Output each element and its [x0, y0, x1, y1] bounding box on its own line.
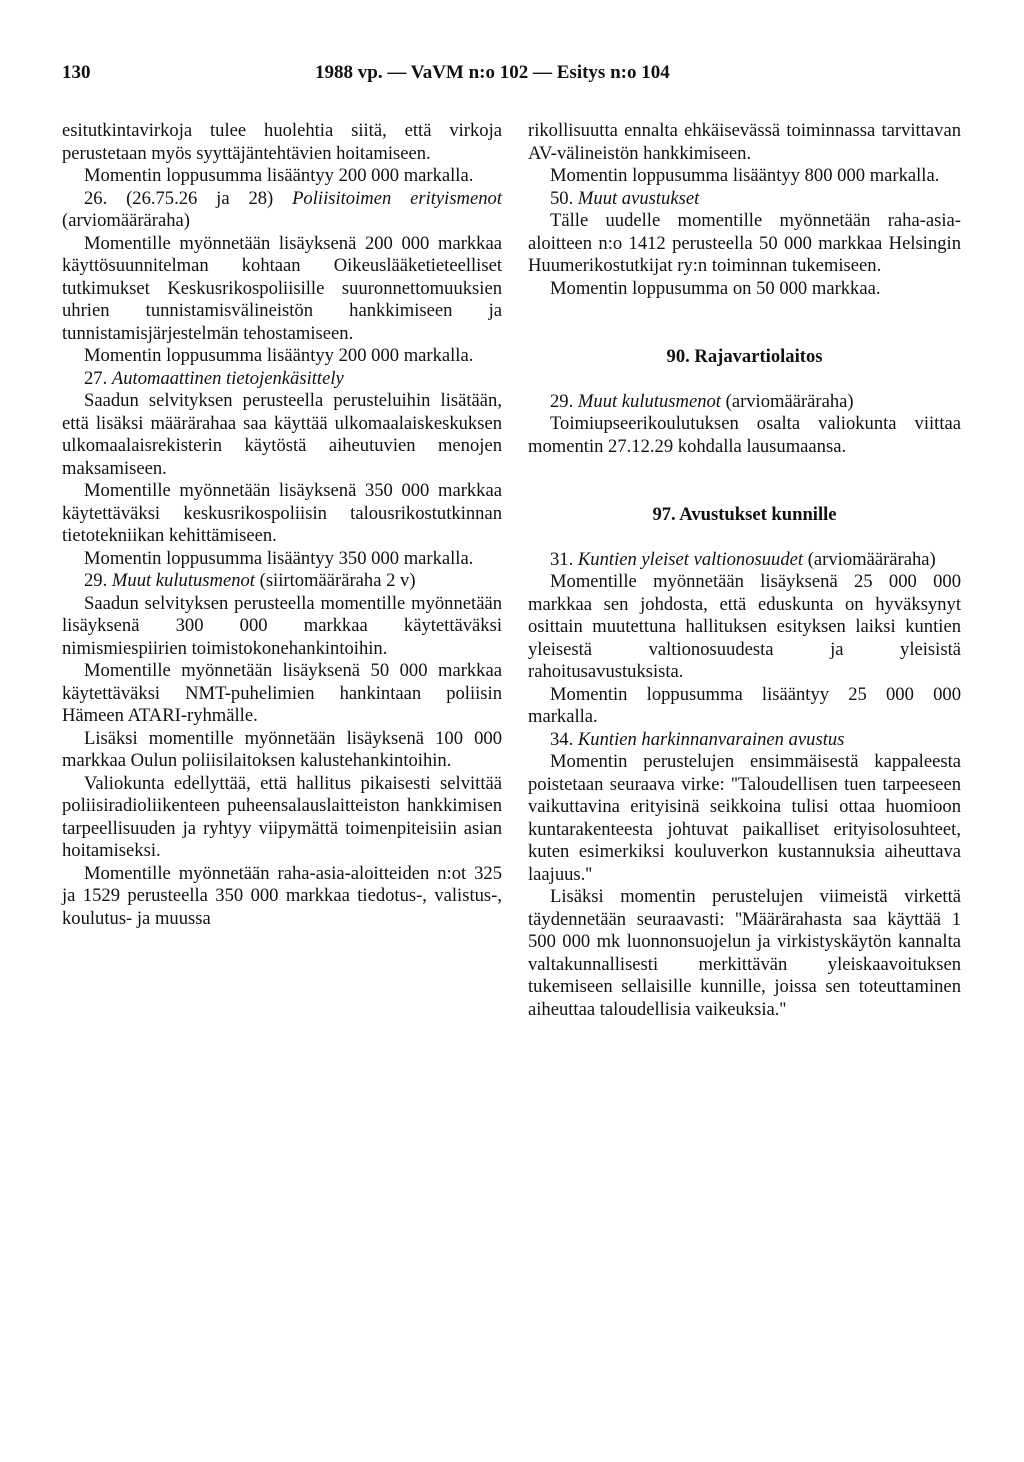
item-title: Automaattinen tietojenkäsittely: [111, 367, 344, 389]
paragraph: Momentille myönnetään lisäyksenä 350 000 markkaa käytettäväksi keskusrikospoliisin talousrikostutkinnan tietotekniikan kehittämiseen.: [62, 480, 502, 546]
page-number: 130: [62, 62, 91, 83]
paragraph: Saadun selvityksen perusteella perusteluihin lisätään, että lisäksi määrärahaa saa käyttää ulkomaalaiskeskuksen ulkomaalaisrekisterin käytöstä aiheutuvien menojen maksamiseen.: [62, 390, 502, 479]
item-heading-29: [62, 570, 502, 593]
item-title: Kuntien harkinnanvarainen avustus: [577, 728, 845, 750]
section-gap: [528, 300, 961, 346]
paragraph: Momentin perustelujen ensimmäisestä kappaleesta poistetaan seuraava virke: ''Taloudellisen tuen tarpeeseen vaikuttavina erityisinä seikkoina tulisi ottaa huomioon kuntarakenteesta johtuvat paikalliset erityisolosuhteet, kuten esimerkiksi kouluverkon kustannuksia aiheuttava laajuus.'': [528, 751, 961, 885]
paragraph: Tälle uudelle momentille myönnetään raha-asia-aloitteen n:o 1412 perusteella 50 000 markkaa Helsingin Huumerikostutkijat ry:n toiminnan tukemiseen.: [528, 210, 961, 276]
item-title: Poliisitoimen erityismenot: [292, 187, 502, 209]
running-title: 1988 vp. — VaVM n:o 102 — Esitys n:o 104: [315, 62, 670, 83]
item-number: 27.: [84, 367, 108, 389]
item-number: 50.: [550, 187, 574, 209]
right-column: [528, 120, 961, 1021]
item-heading-26: [62, 188, 502, 233]
section-gap: [528, 458, 961, 504]
item-number: 26. (26.75.26 ja 28): [84, 187, 274, 209]
section-heading-97: 97. Avustukset kunnille: [652, 504, 837, 525]
left-column: [62, 120, 502, 930]
item-qualifier: (siirtomääräraha 2 v): [259, 570, 416, 591]
paragraph: Momentin loppusumma lisääntyy 800 000 markalla.: [550, 165, 940, 186]
paragraph: Momentin loppusumma lisääntyy 350 000 markalla.: [84, 547, 474, 569]
paragraph: Lisäksi momentille myönnetään lisäyksenä 100 000 markkaa Oulun poliisilaitoksen kalustehankintoihin.: [62, 727, 502, 771]
item-number: 31.: [550, 548, 574, 570]
item-title: Muut kulutusmenot: [111, 570, 255, 591]
paragraph: esitutkintavirkoja tulee huolehtia siitä, että virkoja perustetaan myös syyttäjäntehtävien hoitamiseen.: [62, 120, 502, 164]
item-number: 29.: [84, 570, 108, 591]
paragraph: Saadun selvityksen perusteella momentille myönnetään lisäyksenä 300 000 markkaa käytettäväksi nimismiespiirien toimistokonehankintoihin.: [62, 592, 502, 659]
item-heading-27: [62, 368, 502, 391]
paragraph: rikollisuutta ennalta ehkäisevässä toiminnassa tarvittavan AV-välineistön hankkimiseen.: [528, 120, 961, 164]
paragraph: Momentille myönnetään raha-asia-aloitteiden n:ot 325 ja 1529 perusteella 350 000 markkaa tiedotus-, valistus-, koulutus- ja muussa: [62, 862, 502, 929]
section-gap: [528, 527, 961, 549]
item-number: 29.: [550, 390, 574, 412]
item-qualifier: (arviomääräraha): [807, 548, 936, 570]
paragraph: Momentin loppusumma lisääntyy 200 000 markalla.: [84, 165, 474, 186]
item-title: Kuntien yleiset valtionosuudet: [577, 548, 804, 570]
item-heading-31: [528, 549, 961, 572]
item-heading-29: [528, 391, 961, 414]
paragraph: Toimiupseerikoulutuksen osalta valiokunta viittaa momentin 27.12.29 kohdalla lausumaansa.: [528, 413, 961, 457]
item-title: Muut avustukset: [577, 187, 700, 209]
paragraph: Valiokunta edellyttää, että hallitus pikaisesti selvittää poliisiradioliikenteen puheensalauslaitteiston hankkimisen tarpeellisuuden ja ryhtyy viipymättä toimenpiteisiin asian hoitamiseksi.: [62, 772, 502, 861]
paragraph: Momentille myönnetään lisäyksenä 200 000 markkaa käyttösuunnitelman kohtaan Oikeuslääketieteelliset tutkimukset Keskusrikospoliisille suuronnettomuuksien uhrien tunnistamisvälineistön hankkimiseen ja tunnistamisjärjestelmän tehostamiseen.: [62, 232, 502, 344]
item-qualifier: (arviomääräraha): [725, 390, 854, 412]
paragraph: Lisäksi momentin perustelujen viimeistä virkettä täydennetään seuraavasti: ''Määrärahasta saa käyttää 1 500 000 mk luonnonsuojelun ja virkistyskäytön kannalta valtakunnallisesti merkittävän yleiskaavoituksen tukemiseen sellaisille kunnille, joissa sen toteuttaminen aiheuttaa taloudellisia vaikeuksia.'': [528, 886, 961, 1020]
section-gap: [528, 369, 961, 391]
item-qualifier: (arviomääräraha): [62, 210, 190, 231]
item-number: 34.: [550, 728, 574, 750]
item-title: Muut kulutusmenot: [577, 390, 721, 412]
item-heading-34: [528, 729, 961, 752]
paragraph: Momentille myönnetään lisäyksenä 25 000 000 markkaa sen johdosta, että eduskunta on hyväksynyt osittain muutettuna hallituksen esityksen laiksi kuntien yleisestä valtionosuudesta ja yleisistä rahoitusavustuksista.: [528, 571, 961, 682]
paragraph: Momentin loppusumma on 50 000 markkaa.: [550, 277, 881, 299]
paragraph: Momentille myönnetään lisäyksenä 50 000 markkaa käytettäväksi NMT-puhelimien hankintaan poliisin Hämeen ATARI-ryhmälle.: [62, 660, 502, 726]
page-header: [62, 62, 962, 92]
item-heading-50: [528, 188, 961, 211]
paragraph: Momentin loppusumma lisääntyy 25 000 000 markalla.: [528, 683, 961, 727]
paragraph: Momentin loppusumma lisääntyy 200 000 markalla.: [84, 345, 474, 366]
section-heading-90: 90. Rajavartiolaitos: [666, 346, 823, 367]
